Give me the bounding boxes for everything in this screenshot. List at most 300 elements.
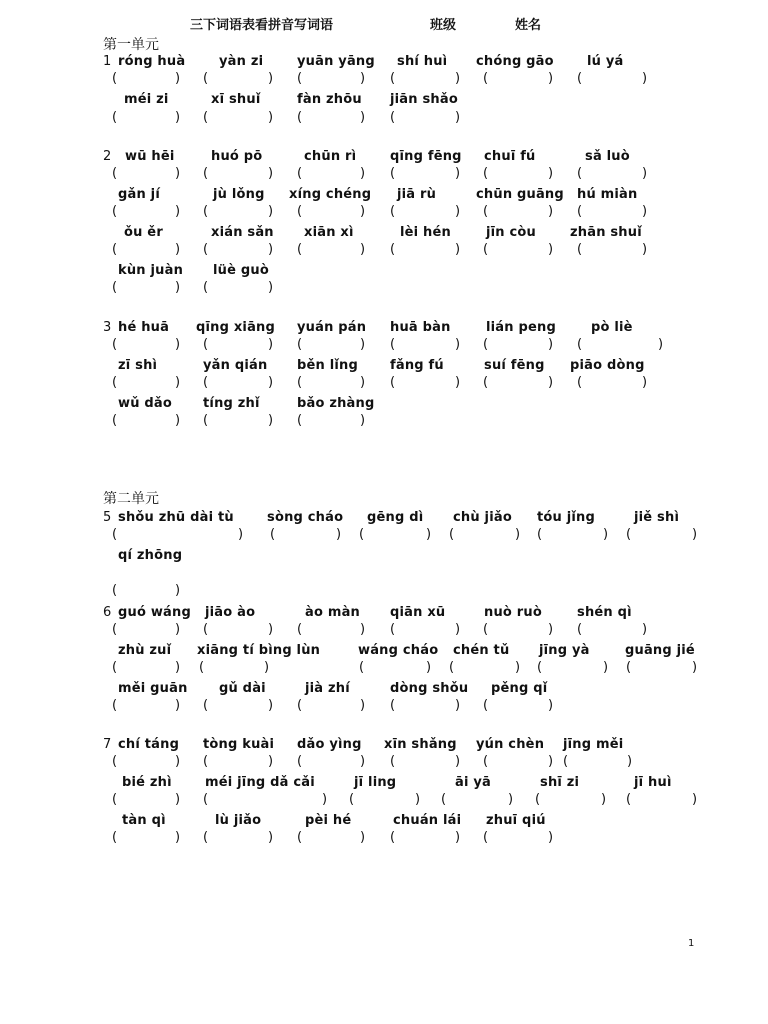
answer-bracket-close: ) [455, 830, 461, 845]
pinyin-word: guó wáng [118, 605, 191, 620]
answer-bracket-close: ) [360, 622, 366, 637]
pinyin-word: xíng chéng [289, 187, 372, 202]
pinyin-row-unit2-s7-row1 [0, 737, 768, 755]
answer-bracket-open: ( [577, 622, 583, 637]
pinyin-word: pò liè [591, 320, 633, 335]
answer-bracket-open: ( [112, 660, 118, 675]
pinyin-word: dòng shǒu [390, 681, 469, 696]
answer-bracket-close: ) [175, 413, 181, 428]
answer-bracket-close: ) [455, 754, 461, 769]
answer-bracket-open: ( [112, 242, 118, 257]
answer-bracket-open: ( [626, 660, 632, 675]
unit-one-title: 第一单元 [103, 37, 159, 53]
answer-bracket-open: ( [359, 527, 365, 542]
answer-bracket-close: ) [175, 660, 181, 675]
pinyin-word: xīn shǎng [384, 737, 457, 752]
pinyin-word: méi jīng dǎ cǎi [205, 775, 315, 790]
answer-bracket-open: ( [390, 622, 396, 637]
answer-bracket-close: ) [455, 375, 461, 390]
answer-bracket-close: ) [360, 204, 366, 219]
answer-bracket-close: ) [642, 375, 648, 390]
answer-bracket-close: ) [268, 242, 274, 257]
answer-bracket-close: ) [360, 698, 366, 713]
answer-bracket-close: ) [268, 337, 274, 352]
question-number: 6 [103, 605, 112, 620]
pinyin-word: lüè guò [213, 263, 269, 278]
answer-bracket-open: ( [390, 375, 396, 390]
answer-bracket-open: ( [297, 204, 303, 219]
pinyin-word: yǎn qián [203, 358, 268, 373]
pinyin-word: gǔ dài [219, 681, 266, 696]
pinyin-word: pèi hé [305, 813, 352, 828]
answer-bracket-open: ( [203, 242, 209, 257]
answer-row-unit1-s2-row4 [0, 280, 768, 298]
pinyin-word: méi zi [124, 92, 169, 107]
answer-bracket-close: ) [603, 660, 609, 675]
pinyin-word: jiě shì [634, 510, 680, 525]
pinyin-word: xiān xì [304, 225, 354, 240]
answer-bracket-close: ) [175, 204, 181, 219]
answer-bracket-open: ( [203, 830, 209, 845]
question-number: 5 [103, 510, 112, 525]
answer-bracket-open: ( [112, 280, 118, 295]
pinyin-word: zhān shuǐ [570, 225, 642, 240]
answer-bracket-close: ) [642, 242, 648, 257]
answer-row-unit2-s7-row3 [0, 830, 768, 848]
answer-bracket-close: ) [692, 527, 698, 542]
answer-bracket-open: ( [203, 337, 209, 352]
pinyin-row-unit1-s2-row2 [0, 187, 768, 205]
question-number: 7 [103, 737, 112, 752]
answer-bracket-close: ) [175, 280, 181, 295]
pinyin-word: hú miàn [577, 187, 638, 202]
answer-bracket-close: ) [508, 792, 514, 807]
answer-bracket-close: ) [455, 204, 461, 219]
answer-bracket-close: ) [601, 792, 607, 807]
answer-bracket-close: ) [322, 792, 328, 807]
answer-bracket-open: ( [483, 166, 489, 181]
answer-bracket-open: ( [577, 71, 583, 86]
answer-bracket-close: ) [175, 754, 181, 769]
answer-bracket-close: ) [455, 622, 461, 637]
pinyin-word: yuán pán [297, 320, 367, 335]
answer-bracket-close: ) [548, 830, 554, 845]
answer-bracket-open: ( [626, 792, 632, 807]
answer-bracket-close: ) [360, 110, 366, 125]
answer-bracket-open: ( [577, 375, 583, 390]
answer-bracket-open: ( [577, 204, 583, 219]
page-number: 1 [688, 938, 695, 949]
answer-bracket-close: ) [360, 166, 366, 181]
answer-bracket-open: ( [112, 754, 118, 769]
pinyin-row-unit2-s7-row3 [0, 813, 768, 831]
answer-bracket-close: ) [548, 242, 554, 257]
answer-bracket-open: ( [112, 375, 118, 390]
pinyin-word: shén qì [577, 605, 632, 620]
answer-bracket-close: ) [455, 110, 461, 125]
answer-bracket-open: ( [483, 622, 489, 637]
answer-bracket-open: ( [112, 337, 118, 352]
pinyin-word: chūn rì [304, 149, 357, 164]
answer-row-unit2-s6-row3 [0, 698, 768, 716]
answer-bracket-open: ( [297, 622, 303, 637]
pinyin-word: ǒu ěr [124, 225, 163, 240]
answer-bracket-close: ) [175, 71, 181, 86]
pinyin-word: zī shì [118, 358, 158, 373]
answer-bracket-close: ) [360, 242, 366, 257]
answer-bracket-open: ( [483, 375, 489, 390]
answer-bracket-close: ) [175, 166, 181, 181]
answer-bracket-open: ( [203, 413, 209, 428]
answer-bracket-close: ) [455, 337, 461, 352]
answer-row-unit1-s1-row1 [0, 71, 768, 89]
answer-bracket-open: ( [577, 166, 583, 181]
pinyin-word: tóu jǐng [537, 510, 595, 525]
answer-bracket-close: ) [455, 166, 461, 181]
answer-row-unit2-s5-row2 [0, 583, 768, 601]
answer-bracket-close: ) [336, 527, 342, 542]
pinyin-word: shǒu zhū dài tù [118, 510, 234, 525]
answer-bracket-open: ( [483, 754, 489, 769]
pinyin-word: běn lǐng [297, 358, 358, 373]
pinyin-word: chuī fú [484, 149, 536, 164]
answer-bracket-close: ) [692, 660, 698, 675]
answer-bracket-close: ) [548, 71, 554, 86]
answer-bracket-open: ( [390, 110, 396, 125]
pinyin-word: lián peng [486, 320, 556, 335]
answer-bracket-open: ( [112, 698, 118, 713]
answer-bracket-close: ) [455, 242, 461, 257]
answer-bracket-open: ( [483, 830, 489, 845]
pinyin-word: qí zhōng [118, 548, 183, 563]
answer-bracket-open: ( [483, 204, 489, 219]
answer-row-unit1-s2-row1 [0, 166, 768, 184]
pinyin-word: xī shuǐ [211, 92, 261, 107]
answer-row-unit2-s7-row2 [0, 792, 768, 810]
worksheet-title: 三下词语表看拼音写词语 [190, 18, 334, 33]
pinyin-word: shí huì [397, 54, 448, 69]
answer-bracket-close: ) [268, 375, 274, 390]
answer-bracket-close: ) [360, 754, 366, 769]
answer-bracket-open: ( [390, 166, 396, 181]
pinyin-word: gēng dì [367, 510, 424, 525]
answer-bracket-close: ) [426, 660, 432, 675]
answer-bracket-open: ( [270, 527, 276, 542]
pinyin-word: jià zhí [305, 681, 350, 696]
answer-bracket-close: ) [268, 830, 274, 845]
answer-bracket-open: ( [297, 413, 303, 428]
answer-bracket-close: ) [360, 71, 366, 86]
answer-bracket-close: ) [642, 622, 648, 637]
pinyin-word: jù lǒng [213, 187, 265, 202]
pinyin-word: bié zhì [122, 775, 172, 790]
answer-bracket-open: ( [535, 792, 541, 807]
answer-bracket-close: ) [548, 698, 554, 713]
answer-bracket-open: ( [297, 698, 303, 713]
pinyin-word: chén tǔ [453, 643, 510, 658]
answer-bracket-open: ( [112, 622, 118, 637]
answer-bracket-close: ) [268, 622, 274, 637]
pinyin-word: guāng jié [625, 643, 695, 658]
answer-bracket-close: ) [268, 280, 274, 295]
answer-bracket-close: ) [175, 830, 181, 845]
answer-bracket-open: ( [626, 527, 632, 542]
answer-bracket-close: ) [548, 375, 554, 390]
answer-bracket-open: ( [112, 527, 118, 542]
answer-bracket-close: ) [627, 754, 633, 769]
answer-bracket-open: ( [112, 413, 118, 428]
answer-row-unit1-s3-row2 [0, 375, 768, 393]
pinyin-word: jī huì [634, 775, 672, 790]
answer-bracket-close: ) [658, 337, 664, 352]
pinyin-word: jīng měi [563, 737, 624, 752]
question-number: 3 [103, 320, 112, 335]
pinyin-word: yuān yāng [297, 54, 375, 69]
question-number: 2 [103, 149, 112, 164]
pinyin-word: chóng gāo [476, 54, 554, 69]
pinyin-word: xián sǎn [211, 225, 274, 240]
answer-bracket-close: ) [360, 337, 366, 352]
answer-bracket-open: ( [483, 71, 489, 86]
pinyin-word: chuán lái [393, 813, 462, 828]
answer-bracket-open: ( [577, 242, 583, 257]
pinyin-word: dǎo yìng [297, 737, 362, 752]
pinyin-word: jiāo ào [205, 605, 256, 620]
pinyin-word: lèi hén [400, 225, 451, 240]
pinyin-row-unit1-s2-row1 [0, 149, 768, 167]
answer-bracket-open: ( [390, 242, 396, 257]
answer-bracket-close: ) [175, 375, 181, 390]
pinyin-row-unit1-s2-row4 [0, 263, 768, 281]
pinyin-word: měi guān [118, 681, 188, 696]
pinyin-row-unit1-s3-row2 [0, 358, 768, 376]
answer-bracket-open: ( [359, 660, 365, 675]
pinyin-word: bǎo zhàng [297, 396, 375, 411]
answer-bracket-close: ) [268, 110, 274, 125]
pinyin-word: wū hēi [125, 149, 175, 164]
answer-bracket-close: ) [455, 698, 461, 713]
answer-bracket-open: ( [297, 830, 303, 845]
answer-row-unit1-s3-row3 [0, 413, 768, 431]
answer-bracket-open: ( [203, 375, 209, 390]
answer-bracket-close: ) [268, 204, 274, 219]
answer-bracket-close: ) [175, 337, 181, 352]
pinyin-row-unit1-s2-row3 [0, 225, 768, 243]
pinyin-word: āi yā [455, 775, 492, 790]
answer-bracket-open: ( [390, 830, 396, 845]
answer-bracket-close: ) [175, 792, 181, 807]
answer-bracket-close: ) [175, 242, 181, 257]
answer-bracket-open: ( [297, 166, 303, 181]
pinyin-row-unit1-s1-row1 [0, 54, 768, 72]
pinyin-row-unit1-s1-row2 [0, 92, 768, 110]
pinyin-word: chù jiǎo [453, 510, 512, 525]
answer-row-unit2-s6-row2 [0, 660, 768, 678]
unit-two-title: 第二单元 [103, 491, 159, 507]
pinyin-word: yàn zi [219, 54, 264, 69]
pinyin-word: jiān shǎo [390, 92, 458, 107]
answer-bracket-open: ( [297, 337, 303, 352]
answer-bracket-open: ( [199, 660, 205, 675]
answer-row-unit1-s1-row2 [0, 110, 768, 128]
answer-bracket-open: ( [563, 754, 569, 769]
pinyin-word: yún chèn [476, 737, 545, 752]
answer-bracket-open: ( [297, 71, 303, 86]
answer-bracket-close: ) [268, 71, 274, 86]
pinyin-word: fǎng fú [390, 358, 444, 373]
answer-bracket-open: ( [537, 660, 543, 675]
worksheet-header [0, 14, 768, 34]
answer-bracket-open: ( [112, 204, 118, 219]
pinyin-word: lú yá [587, 54, 624, 69]
pinyin-word: hé huā [118, 320, 170, 335]
answer-bracket-close: ) [415, 792, 421, 807]
pinyin-word: kùn juàn [118, 263, 184, 278]
pinyin-word: jīng yà [539, 643, 590, 658]
pinyin-word: wǔ dǎo [118, 396, 172, 411]
answer-bracket-open: ( [203, 792, 209, 807]
answer-bracket-close: ) [548, 754, 554, 769]
answer-bracket-close: ) [548, 204, 554, 219]
pinyin-row-unit1-s3-row1 [0, 320, 768, 338]
answer-bracket-close: ) [268, 754, 274, 769]
answer-bracket-open: ( [203, 622, 209, 637]
pinyin-row-unit1-s3-row3 [0, 396, 768, 414]
class-label: 班级 [430, 18, 457, 33]
answer-bracket-open: ( [449, 527, 455, 542]
pinyin-row-unit2-s6-row1 [0, 605, 768, 623]
pinyin-word: shī zi [540, 775, 580, 790]
answer-bracket-open: ( [203, 280, 209, 295]
answer-row-unit1-s2-row3 [0, 242, 768, 260]
pinyin-word: tòng kuài [203, 737, 275, 752]
pinyin-word: jiā rù [397, 187, 437, 202]
answer-bracket-close: ) [268, 413, 274, 428]
pinyin-word: jī ling [354, 775, 397, 790]
answer-bracket-close: ) [515, 660, 521, 675]
answer-bracket-open: ( [112, 166, 118, 181]
name-label: 姓名 [515, 18, 542, 33]
answer-bracket-open: ( [112, 110, 118, 125]
pinyin-row-unit2-s6-row2 [0, 643, 768, 661]
answer-bracket-close: ) [268, 698, 274, 713]
answer-bracket-open: ( [112, 583, 118, 598]
answer-row-unit2-s5-row1 [0, 527, 768, 545]
answer-bracket-close: ) [175, 110, 181, 125]
answer-row-unit2-s7-row1 [0, 754, 768, 772]
answer-bracket-close: ) [455, 71, 461, 86]
answer-bracket-open: ( [203, 71, 209, 86]
question-number: 1 [103, 54, 112, 69]
answer-bracket-close: ) [603, 527, 609, 542]
pinyin-word: suí fēng [484, 358, 545, 373]
pinyin-word: sòng cháo [267, 510, 344, 525]
answer-bracket-close: ) [548, 622, 554, 637]
answer-bracket-open: ( [112, 71, 118, 86]
answer-row-unit2-s6-row1 [0, 622, 768, 640]
pinyin-word: qīng xiāng [196, 320, 276, 335]
answer-bracket-open: ( [203, 204, 209, 219]
answer-bracket-open: ( [297, 110, 303, 125]
answer-bracket-open: ( [390, 71, 396, 86]
answer-bracket-open: ( [112, 792, 118, 807]
pinyin-word: gǎn jí [118, 187, 160, 202]
answer-bracket-open: ( [203, 166, 209, 181]
pinyin-word: jīn còu [486, 225, 536, 240]
answer-row-unit1-s3-row1 [0, 337, 768, 355]
answer-bracket-open: ( [297, 242, 303, 257]
pinyin-word: huā bàn [390, 320, 451, 335]
pinyin-word: fàn zhōu [297, 92, 362, 107]
answer-bracket-close: ) [515, 527, 521, 542]
pinyin-word: nuò ruò [484, 605, 542, 620]
answer-bracket-open: ( [537, 527, 543, 542]
answer-bracket-open: ( [390, 337, 396, 352]
answer-bracket-open: ( [390, 754, 396, 769]
pinyin-word: pěng qǐ [491, 681, 548, 696]
pinyin-row-unit2-s6-row3 [0, 681, 768, 699]
answer-bracket-open: ( [349, 792, 355, 807]
answer-bracket-open: ( [297, 754, 303, 769]
answer-bracket-open: ( [203, 110, 209, 125]
pinyin-word: xiāng tí bìng lùn [197, 643, 321, 658]
answer-bracket-open: ( [577, 337, 583, 352]
answer-bracket-open: ( [203, 698, 209, 713]
answer-bracket-close: ) [548, 337, 554, 352]
pinyin-word: zhù zuǐ [118, 643, 172, 658]
pinyin-word: chí táng [118, 737, 180, 752]
answer-bracket-close: ) [238, 527, 244, 542]
answer-bracket-open: ( [203, 754, 209, 769]
pinyin-word: piāo dòng [570, 358, 645, 373]
answer-bracket-open: ( [449, 660, 455, 675]
answer-bracket-close: ) [268, 166, 274, 181]
pinyin-row-unit2-s5-row1 [0, 510, 768, 528]
answer-bracket-open: ( [297, 375, 303, 390]
answer-row-unit1-s2-row2 [0, 204, 768, 222]
pinyin-word: lù jiǎo [215, 813, 262, 828]
answer-bracket-close: ) [175, 583, 181, 598]
answer-bracket-close: ) [426, 527, 432, 542]
pinyin-word: ào màn [305, 605, 361, 620]
pinyin-row-unit2-s7-row2 [0, 775, 768, 793]
answer-bracket-close: ) [264, 660, 270, 675]
answer-bracket-close: ) [360, 375, 366, 390]
answer-bracket-close: ) [175, 698, 181, 713]
pinyin-word: wáng cháo [358, 643, 439, 658]
pinyin-word: róng huà [118, 54, 186, 69]
pinyin-word: chūn guāng [476, 187, 564, 202]
answer-bracket-close: ) [548, 166, 554, 181]
answer-bracket-close: ) [692, 792, 698, 807]
answer-bracket-close: ) [175, 622, 181, 637]
answer-bracket-open: ( [483, 242, 489, 257]
answer-bracket-open: ( [112, 830, 118, 845]
answer-bracket-close: ) [642, 166, 648, 181]
pinyin-word: qiān xū [390, 605, 446, 620]
pinyin-word: zhuī qiú [486, 813, 546, 828]
answer-bracket-close: ) [360, 413, 366, 428]
answer-bracket-open: ( [390, 698, 396, 713]
answer-bracket-open: ( [441, 792, 447, 807]
pinyin-word: tíng zhǐ [203, 396, 260, 411]
pinyin-word: qīng fēng [390, 149, 462, 164]
answer-bracket-open: ( [483, 698, 489, 713]
pinyin-word: sǎ luò [585, 149, 630, 164]
pinyin-word: huó pō [211, 149, 263, 164]
pinyin-row-unit2-s5-row2 [0, 548, 768, 566]
answer-bracket-close: ) [642, 71, 648, 86]
